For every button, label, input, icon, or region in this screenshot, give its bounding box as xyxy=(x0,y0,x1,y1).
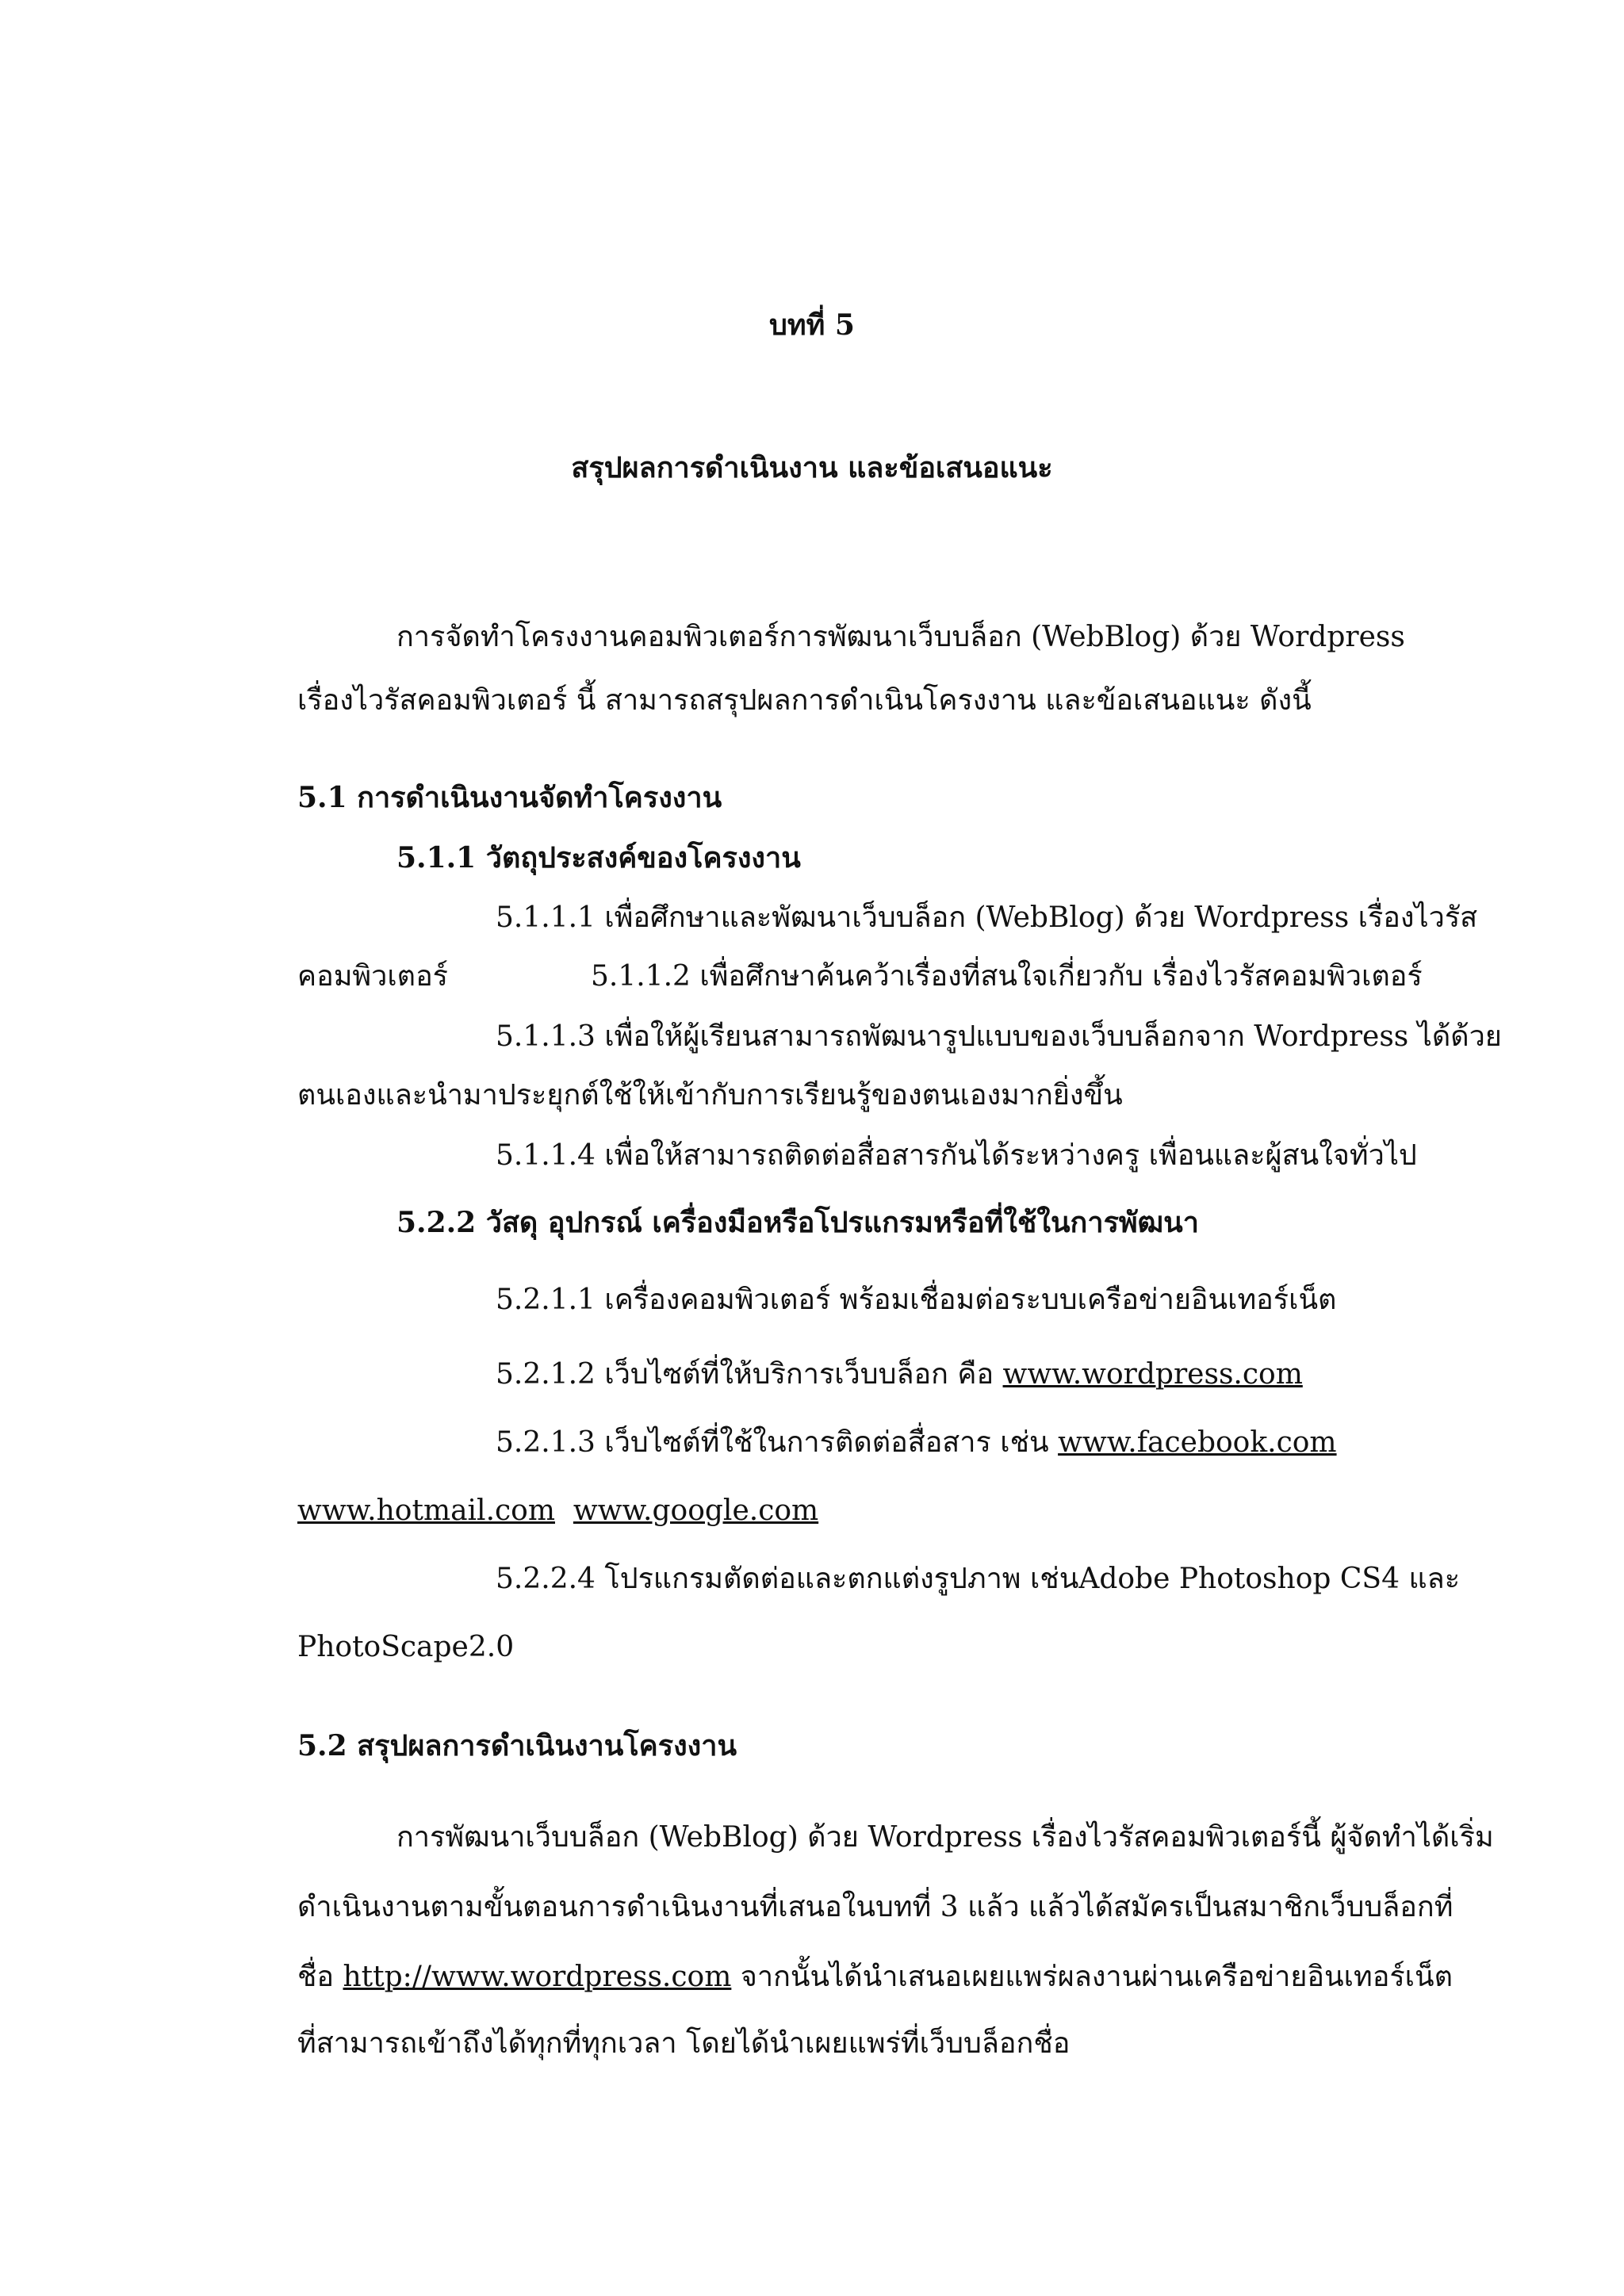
item-5-2-1-3-text: 5.2.1.3 เว็บไซต์ที่ใช้ในการติดต่อสื่อสาร เช่น xyxy=(496,1426,1059,1459)
facebook-link[interactable]: www.facebook.com xyxy=(1058,1426,1337,1459)
item-5-1-1-2: 5.1.1.2 เพื่อศึกษาค้นคว้าเรื่องที่สนใจเกี่ยวกับ เรื่องไวรัสคอมพิวเตอร์ xyxy=(591,960,1423,993)
item-5-1-1-3-continuation: ตนเองและนำมาประยุกต์ใช้ให้เข้ากับการเรียนรู้ของตนเองมากยิ่งขึ้น xyxy=(297,1079,1123,1112)
google-link[interactable]: www.google.com xyxy=(573,1494,819,1527)
item-5-2-2-4-continuation: PhotoScape2.0 xyxy=(297,1631,515,1663)
item-5-1-1-1-continuation: คอมพิวเตอร์ xyxy=(297,960,449,993)
section-5-1-heading: 5.1 การดำเนินงานจัดทำโครงงาน xyxy=(297,781,722,814)
subsection-5-2-2-heading: 5.2.2 วัสดุ อุปกรณ์ เครื่องมือหรือโปรแกรมหรือที่ใช้ในการพัฒนา xyxy=(396,1206,1199,1239)
summary-line-3-suffix: จากนั้นได้นำเสนอเผยแพร่ผลงานผ่านเครือข่ายอินเทอร์เน็ต xyxy=(731,1961,1453,1993)
wordpress-url-link[interactable]: http://www.wordpress.com xyxy=(343,1961,732,1993)
chapter-heading: บทที่ 5 xyxy=(769,308,855,342)
links-line xyxy=(297,1494,819,1527)
item-5-2-1-2 xyxy=(496,1360,1303,1389)
summary-line-3 xyxy=(297,1963,1453,1992)
item-5-2-1-1: 5.2.1.1 เครื่องคอมพิวเตอร์ พร้อมเชื่อมต่อระบบเครือข่ายอินเทอร์เน็ต xyxy=(496,1284,1337,1316)
item-5-2-2-4: 5.2.2.4 โปรแกรมตัดต่อและตกแต่งรูปภาพ เช่นAdobe Photoshop CS4 และ xyxy=(496,1563,1461,1595)
item-5-1-1-1: 5.1.1.1 เพื่อศึกษาและพัฒนาเว็บบล็อก (WebBlog) ด้วย Wordpress เรื่องไวรัส xyxy=(496,901,1478,934)
wordpress-link[interactable]: www.wordpress.com xyxy=(1002,1358,1303,1391)
item-5-1-1-3: 5.1.1.3 เพื่อให้ผู้เรียนสามารถพัฒนารูปแบบของเว็บบล็อกจาก Wordpress ได้ด้วย xyxy=(496,1020,1502,1053)
item-5-1-1-4: 5.1.1.4 เพื่อให้สามารถติดต่อสื่อสารกันได้ระหว่างครู เพื่อนและผู้สนใจทั่วไป xyxy=(496,1139,1417,1172)
item-5-2-1-2-text: 5.2.1.2 เว็บไซต์ที่ให้บริการเว็บบล็อก คือ xyxy=(496,1358,1003,1391)
chapter-title: สรุปผลการดำเนินงาน และข้อเสนอแนะ xyxy=(571,451,1053,484)
section-5-2-heading: 5.2 สรุปผลการดำเนินงานโครงงาน xyxy=(297,1729,737,1762)
hotmail-link[interactable]: www.hotmail.com xyxy=(297,1494,555,1527)
item-5-2-1-3 xyxy=(496,1426,1337,1459)
intro-line-1: การจัดทำโครงงานคอมพิวเตอร์การพัฒนาเว็บบล็อก (WebBlog) ด้วย Wordpress xyxy=(396,621,1405,653)
summary-line-1: การพัฒนาเว็บบล็อก (WebBlog) ด้วย Wordpress เรื่องไวรัสคอมพิวเตอร์นี้ ผู้จัดทำได้เริ่ม xyxy=(396,1821,1494,1854)
summary-line-4: ที่สามารถเข้าถึงได้ทุกที่ทุกเวลา โดยได้นำเผยแพร่ที่เว็บบล็อกชื่อ xyxy=(297,2027,1071,2060)
subsection-5-1-1-heading: 5.1.1 วัตถุประสงค์ของโครงงาน xyxy=(396,841,801,874)
intro-line-2: เรื่องไวรัสคอมพิวเตอร์ นี้ สามารถสรุปผลการดำเนินโครงงาน และข้อเสนอแนะ ดังนี้ xyxy=(297,684,1312,717)
summary-line-2: ดำเนินงานตามขั้นตอนการดำเนินงานที่เสนอในบทที่ 3 แล้ว แล้วได้สมัครเป็นสมาชิกเว็บบล็อกที่ xyxy=(297,1891,1454,1923)
summary-line-3-prefix: ชื่อ xyxy=(297,1961,343,1993)
